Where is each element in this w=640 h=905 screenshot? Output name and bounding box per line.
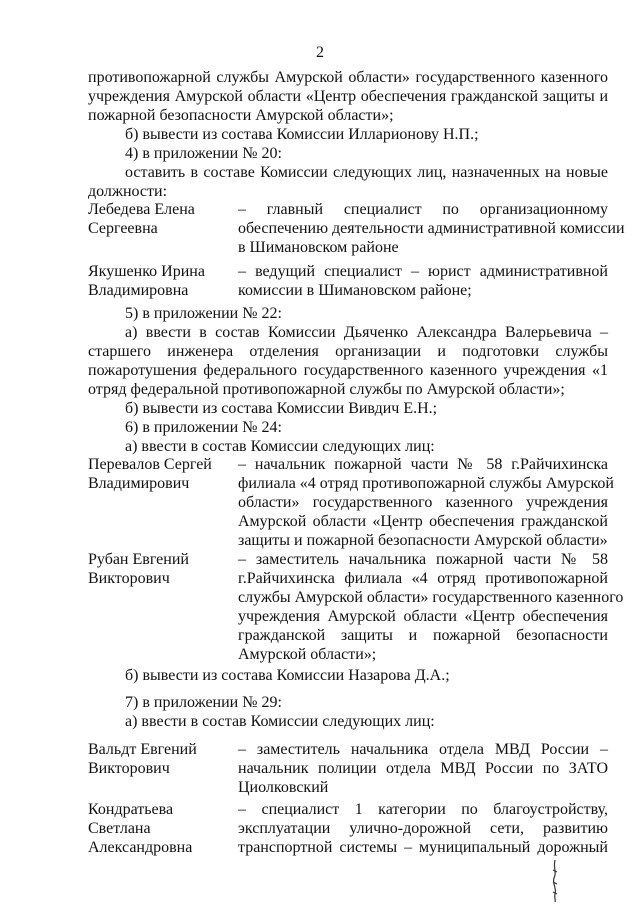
text-line: старшего инженера отделения организации и подготовки службы bbox=[88, 343, 608, 360]
member-name: Кондратьева Светлана Александровна bbox=[88, 801, 193, 856]
member-name: Якушенко Ирина Владимировна bbox=[88, 263, 205, 299]
member-position: – начальник пожарной части № 58 г.Райчихинска филиала «4 отряд противопожарной службы Амурской области» государственного казенного учреждения Амурской области «Центр обеспечения гражданской защиты и пожарной безопасности Амурской области» bbox=[238, 456, 614, 549]
text-line: б) вывести из состава Комиссии Илларионову Н.П.; bbox=[125, 126, 479, 143]
signature-mark-icon bbox=[550, 860, 560, 902]
member-position: – заместитель начальника пожарной части № 58 г.Райчихинска филиала «4 отряд противопожарной службы Амурской области» государственного казенного учреждения Амурской области «Центр обеспечения гражданской защиты и пожарной безопасности Амурской области»; bbox=[238, 551, 624, 663]
member-position: – заместитель начальника отдела МВД России – начальник полиции отдела МВД России по ЗАТО Циолковский bbox=[238, 741, 608, 796]
page-number: 2 bbox=[316, 44, 324, 61]
text-line: оставить в составе Комиссии следующих лиц, назначенных на новые bbox=[125, 164, 608, 181]
member-position: – специалист 1 категории по благоустройству, эксплуатации улично-дорожной сети, развитию транспортной системы – муниципальный дорожный bbox=[238, 801, 608, 856]
text-line: а) ввести в состав Комиссии Дьяченко Александра Валерьевича – bbox=[125, 324, 608, 341]
text-line: б) вывести из состава Комиссии Назарова Д.А.; bbox=[125, 667, 450, 684]
text-line: а) ввести в состав Комиссии следующих лиц: bbox=[125, 713, 435, 730]
text-line: должности: bbox=[88, 183, 168, 200]
text-line: 4) в приложении № 20: bbox=[125, 145, 282, 162]
text-line: 5) в приложении № 22: bbox=[125, 305, 282, 322]
member-position: – главный специалист по организационному обеспечению деятельности административной комиссии в Шимановском районе bbox=[238, 201, 625, 256]
member-name: Перевалов Сергей Владимирович bbox=[88, 456, 212, 492]
text-line: пожарной безопасности Амурской области»; bbox=[88, 107, 394, 124]
text-line: противопожарной службы Амурской области» государственного казенного bbox=[88, 69, 608, 86]
text-line: пожаротушения федерального государственного казенного учреждения «1 bbox=[88, 362, 608, 379]
member-name: Лебедева Елена Сергеевна bbox=[88, 201, 195, 237]
text-line: учреждения Амурской области «Центр обеспечения гражданской защиты и bbox=[88, 88, 608, 105]
text-line: б) вывести из состава Комиссии Вивдич Е.Н.; bbox=[125, 400, 438, 417]
member-name: Вальдт Евгений Викторович bbox=[88, 741, 197, 777]
text-line: 6) в приложении № 24: bbox=[125, 419, 282, 436]
text-line: а) ввести в состав Комиссии следующих лиц: bbox=[125, 438, 435, 455]
text-line: отряд федеральной противопожарной службы по Амурской области»; bbox=[88, 381, 565, 398]
text-line: 7) в приложении № 29: bbox=[125, 694, 282, 711]
member-name: Рубан Евгений Викторович bbox=[88, 551, 189, 587]
member-position: – ведущий специалист – юрист административной комиссии в Шимановском районе; bbox=[238, 263, 608, 299]
